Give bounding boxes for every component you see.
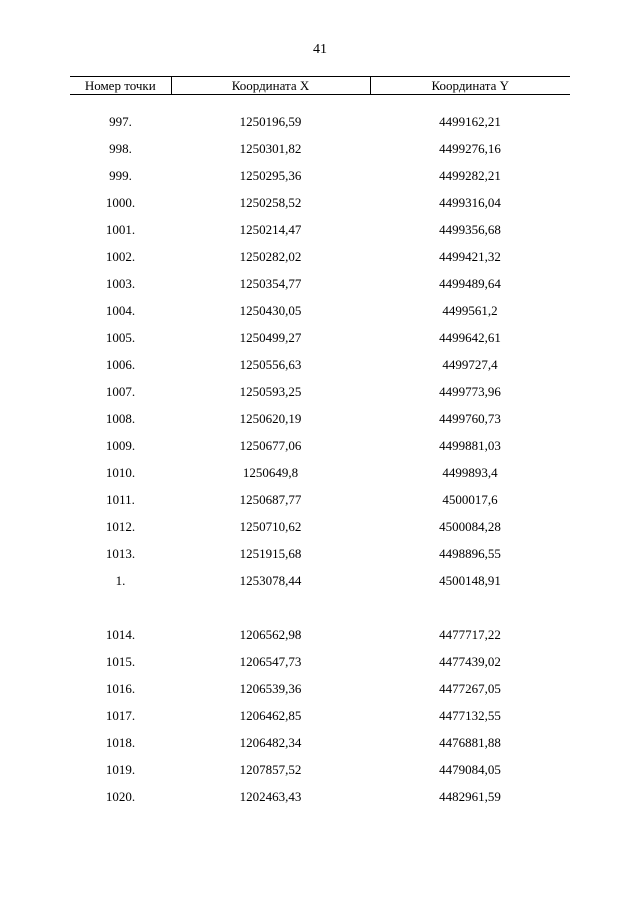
cell-coordinate-y: 4499561,2 bbox=[442, 303, 498, 318]
cell-coordinate-x: 1250710,62 bbox=[239, 519, 302, 534]
table-row bbox=[70, 486, 570, 513]
cell-coordinate-x: 1206462,85 bbox=[239, 708, 302, 723]
cell-coordinate-y: 4500148,91 bbox=[439, 573, 501, 588]
table-spacer-row bbox=[70, 95, 570, 109]
cell-coordinate-y: 4500017,6 bbox=[442, 492, 498, 507]
cell-coordinate-y: 4499356,68 bbox=[439, 222, 501, 237]
cell-coordinate-x: 1250258,52 bbox=[239, 195, 302, 210]
cell-point-number: 1006. bbox=[105, 357, 136, 372]
table-row bbox=[70, 378, 570, 405]
cell-coordinate-y: 4499881,03 bbox=[439, 438, 501, 453]
table-row bbox=[70, 459, 570, 486]
cell-coordinate-x: 1206547,73 bbox=[239, 654, 302, 669]
cell-coordinate-y: 4499489,64 bbox=[439, 276, 501, 291]
cell-coordinate-y: 4499316,04 bbox=[439, 195, 501, 210]
cell-coordinate-y: 4479084,05 bbox=[439, 762, 501, 777]
cell-point-number: 1013. bbox=[105, 546, 136, 561]
cell-coordinate-y: 4499642,61 bbox=[439, 330, 501, 345]
cell-coordinate-x: 1250301,82 bbox=[239, 141, 302, 156]
cell-coordinate-y: 4477267,05 bbox=[439, 681, 501, 696]
table-row bbox=[70, 783, 570, 810]
cell-coordinate-y: 4500084,28 bbox=[439, 519, 501, 534]
cell-coordinate-x: 1250430,05 bbox=[239, 303, 302, 318]
cell-point-number: 1002. bbox=[105, 249, 136, 264]
coordinates-table bbox=[70, 76, 570, 810]
cell-coordinate-x: 1206562,98 bbox=[239, 627, 302, 642]
cell-point-number: 1007. bbox=[105, 384, 136, 399]
cell-coordinate-y: 4476881,88 bbox=[439, 735, 501, 750]
cell-coordinate-x: 1250214,47 bbox=[239, 222, 302, 237]
cell-point-number: 1001. bbox=[105, 222, 136, 237]
table-row bbox=[70, 675, 570, 702]
cell-point-number: 999. bbox=[109, 168, 132, 183]
cell-point-number: 1016. bbox=[105, 681, 136, 696]
cell-coordinate-x: 1250354,77 bbox=[239, 276, 302, 291]
cell-point-number: 1017. bbox=[105, 708, 136, 723]
table-row bbox=[70, 297, 570, 324]
cell-coordinate-x: 1250196,59 bbox=[239, 114, 302, 129]
cell-point-number: 1019. bbox=[105, 762, 136, 777]
cell-point-number: 1012. bbox=[105, 519, 136, 534]
cell-point-number: 1. bbox=[115, 573, 126, 588]
table-row bbox=[70, 432, 570, 459]
page-number: 41 bbox=[313, 42, 327, 57]
cell-coordinate-y: 4499282,21 bbox=[439, 168, 501, 183]
table-row bbox=[70, 540, 570, 567]
cell-coordinate-y: 4482961,59 bbox=[439, 789, 501, 804]
cell-coordinate-y: 4477439,02 bbox=[439, 654, 501, 669]
cell-coordinate-x: 1251915,68 bbox=[239, 546, 302, 561]
column-header-point-number: Номер точки bbox=[70, 77, 171, 95]
cell-coordinate-x: 1250649,8 bbox=[242, 465, 299, 480]
table-row bbox=[70, 405, 570, 432]
column-header-coordinate-x: Координата X bbox=[171, 77, 370, 95]
table-row bbox=[70, 108, 570, 135]
cell-coordinate-x: 1206539,36 bbox=[239, 681, 302, 696]
cell-point-number: 1014. bbox=[105, 627, 136, 642]
cell-coordinate-y: 4499773,96 bbox=[439, 384, 501, 399]
cell-point-number: 1010. bbox=[105, 465, 136, 480]
cell-point-number: 1008. bbox=[105, 411, 136, 426]
table-row bbox=[70, 702, 570, 729]
cell-coordinate-x: 1250620,19 bbox=[239, 411, 302, 426]
table-row bbox=[70, 189, 570, 216]
cell-coordinate-y: 4499760,73 bbox=[439, 411, 501, 426]
cell-coordinate-x: 1250295,36 bbox=[239, 168, 302, 183]
cell-coordinate-x: 1253078,44 bbox=[239, 573, 302, 588]
spacer-cell bbox=[70, 594, 570, 621]
cell-coordinate-y: 4499276,16 bbox=[439, 141, 501, 156]
table-row bbox=[70, 567, 570, 594]
cell-coordinate-x: 1250556,63 bbox=[239, 357, 302, 372]
cell-coordinate-y: 4477132,55 bbox=[439, 708, 501, 723]
cell-coordinate-x: 1250282,02 bbox=[239, 249, 302, 264]
cell-coordinate-y: 4499421,32 bbox=[439, 249, 501, 264]
table-row bbox=[70, 216, 570, 243]
table-row bbox=[70, 243, 570, 270]
cell-coordinate-x: 1202463,43 bbox=[239, 789, 302, 804]
table-row bbox=[70, 513, 570, 540]
cell-point-number: 998. bbox=[109, 141, 132, 156]
cell-point-number: 997. bbox=[109, 114, 132, 129]
table-header-row bbox=[70, 77, 570, 95]
table-row bbox=[70, 162, 570, 189]
cell-coordinate-y: 4477717,22 bbox=[439, 627, 501, 642]
table-row bbox=[70, 756, 570, 783]
table-row bbox=[70, 135, 570, 162]
cell-point-number: 1004. bbox=[105, 303, 136, 318]
cell-point-number: 1005. bbox=[105, 330, 136, 345]
table-row bbox=[70, 648, 570, 675]
cell-coordinate-y: 4498896,55 bbox=[439, 546, 501, 561]
table-row bbox=[70, 324, 570, 351]
cell-coordinate-y: 4499893,4 bbox=[442, 465, 498, 480]
table-row bbox=[70, 621, 570, 648]
cell-point-number: 1011. bbox=[106, 492, 135, 507]
cell-point-number: 1009. bbox=[105, 438, 136, 453]
cell-point-number: 1018. bbox=[105, 735, 136, 750]
cell-coordinate-x: 1206482,34 bbox=[239, 735, 302, 750]
cell-point-number: 1015. bbox=[105, 654, 136, 669]
cell-point-number: 1003. bbox=[105, 276, 136, 291]
cell-coordinate-x: 1250499,27 bbox=[239, 330, 302, 345]
table-row bbox=[70, 351, 570, 378]
cell-coordinate-x: 1207857,52 bbox=[239, 762, 302, 777]
table-row bbox=[70, 270, 570, 297]
column-header-coordinate-y: Координата Y bbox=[370, 77, 570, 95]
table-body bbox=[70, 95, 570, 811]
spacer-cell bbox=[70, 95, 570, 109]
cell-coordinate-x: 1250593,25 bbox=[239, 384, 302, 399]
cell-coordinate-y: 4499162,21 bbox=[439, 114, 501, 129]
table-group-gap-row bbox=[70, 594, 570, 621]
cell-point-number: 1000. bbox=[105, 195, 136, 210]
cell-coordinate-y: 4499727,4 bbox=[442, 357, 498, 372]
table-row bbox=[70, 729, 570, 756]
cell-coordinate-x: 1250687,77 bbox=[239, 492, 302, 507]
cell-coordinate-x: 1250677,06 bbox=[239, 438, 302, 453]
cell-point-number: 1020. bbox=[105, 789, 136, 804]
